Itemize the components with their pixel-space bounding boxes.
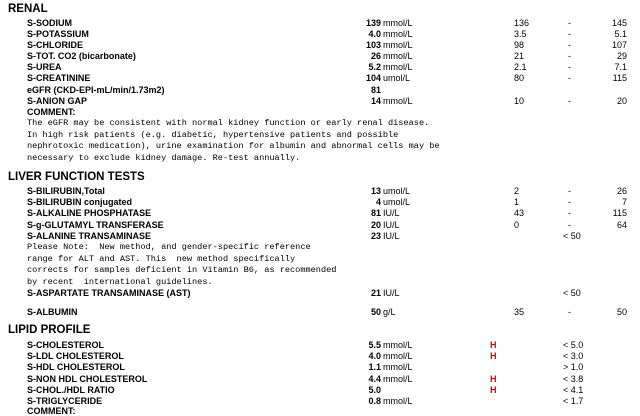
section-title-lipid: LIPID PROFILE <box>8 324 91 336</box>
test-value: 26 <box>370 51 381 61</box>
test-value: 1.1 <box>368 362 381 372</box>
test-name: S-g-GLUTAMYL TRANSFERASE <box>27 220 164 230</box>
range-low: 80 <box>514 73 525 83</box>
note-line: by recent international guidelines. <box>27 276 213 287</box>
test-name: S-SODIUM <box>27 18 72 28</box>
comment-line: nephrotoxic medication), urine examination for albumin and abnormal cells may be <box>27 141 440 151</box>
high-flag: H <box>490 385 497 395</box>
range-limit: < 1.7 <box>563 396 584 406</box>
range-dash: - <box>568 73 571 83</box>
test-value: 20 <box>370 220 381 230</box>
test-unit: mmol/L <box>383 29 413 39</box>
test-value: 0.8 <box>368 396 381 406</box>
test-name: S-LDL CHOLESTEROL <box>27 351 124 361</box>
range-low: 2.1 <box>514 62 527 72</box>
test-value: 13 <box>370 186 381 196</box>
test-name: S-CHOLESTEROL <box>27 340 105 350</box>
high-flag: H <box>490 351 497 361</box>
range-dash: - <box>568 62 571 72</box>
test-value: 104 <box>365 73 381 83</box>
test-name: S-ALANINE TRANSAMINASE <box>27 231 152 241</box>
test-unit: mmol/L <box>383 51 413 61</box>
test-name: S-TOT. CO2 (bicarbonate) <box>27 51 136 61</box>
range-dash: - <box>568 208 571 218</box>
high-flag: H <box>490 374 497 384</box>
test-name: S-ALBUMIN <box>27 307 78 317</box>
range-low: 43 <box>514 208 525 218</box>
test-unit: mmol/L <box>383 340 413 350</box>
test-unit: IU/L <box>383 220 400 230</box>
range-high: 115 <box>612 73 627 83</box>
comment-line: In high risk patients (e.g. diabetic, hypertensive patients and possible <box>27 129 399 140</box>
range-high: 115 <box>612 208 627 218</box>
section-title-liver: LIVER FUNCTION TESTS <box>8 171 145 183</box>
test-name: S-POTASSIUM <box>27 29 89 39</box>
test-value: 21 <box>370 288 381 298</box>
comment-label: COMMENT: <box>27 406 76 416</box>
range-limit: < 3.8 <box>563 374 584 384</box>
range-dash: - <box>568 186 571 196</box>
test-unit: umol/L <box>383 197 411 207</box>
range-limit: > 1.0 <box>563 362 584 372</box>
comment-line: necessary to exclude kidney damage. Re-test annually. <box>27 152 301 163</box>
test-value: 81 <box>370 208 381 218</box>
range-low: 98 <box>514 40 525 50</box>
test-name: S-ASPARTATE TRANSAMINASE (AST) <box>27 288 191 298</box>
test-unit: umol/L <box>383 73 411 83</box>
test-name: S-TRIGLYCERIDE <box>27 396 103 406</box>
range-low: 35 <box>514 307 525 317</box>
range-high: 50 <box>616 307 627 317</box>
test-unit: mmol/L <box>383 62 413 72</box>
range-dash: - <box>568 197 571 207</box>
range-low: 3.5 <box>514 29 527 39</box>
note-line: corrects for samples deficient in Vitamin B6, as recommended <box>27 265 337 275</box>
test-value: 23 <box>370 231 381 241</box>
test-unit: mmol/L <box>383 396 413 406</box>
test-value: 5.5 <box>368 340 381 350</box>
range-dash: - <box>568 307 571 317</box>
range-limit: < 50 <box>563 288 581 298</box>
range-limit: < 4.1 <box>563 385 584 395</box>
range-high: 26 <box>616 186 627 196</box>
test-value: 5.2 <box>368 62 381 72</box>
range-dash: - <box>568 40 571 50</box>
range-limit: < 50 <box>563 231 581 241</box>
range-high: 7.1 <box>614 62 627 72</box>
test-unit: umol/L <box>383 186 411 196</box>
range-low: 10 <box>514 96 525 106</box>
test-unit: g/L <box>383 307 396 317</box>
test-value: 5.0 <box>368 385 381 395</box>
test-name: S-BILIRUBIN conjugated <box>27 197 132 207</box>
test-value: 50 <box>370 307 381 317</box>
test-unit: mmol/L <box>383 96 413 106</box>
section-title-renal: RENAL <box>8 3 48 15</box>
test-unit: IU/L <box>383 288 400 298</box>
test-name: S-CREATININE <box>27 73 91 83</box>
test-unit: mmol/L <box>383 374 413 384</box>
range-low: 21 <box>514 51 525 61</box>
range-low: 0 <box>514 220 520 230</box>
test-value: 14 <box>370 96 381 106</box>
range-high: 20 <box>616 96 627 106</box>
range-high: 5.1 <box>614 29 627 39</box>
range-low: 1 <box>514 197 520 207</box>
test-value: 4.4 <box>368 374 381 384</box>
test-unit: mmol/L <box>383 351 413 361</box>
test-unit: IU/L <box>383 208 400 218</box>
test-name: S-UREA <box>27 62 62 72</box>
range-high: 29 <box>616 51 627 61</box>
range-high: 107 <box>611 40 627 50</box>
range-limit: < 5.0 <box>563 340 584 350</box>
test-name: eGFR (CKD-EPI-mL/min/1.73m2) <box>27 85 165 95</box>
range-dash: - <box>568 29 571 39</box>
range-dash: - <box>568 18 571 28</box>
test-name: S-CHLORIDE <box>27 40 83 50</box>
comment-label: COMMENT: <box>27 107 76 117</box>
test-value: 4.0 <box>368 351 381 361</box>
test-name: S-ALKALINE PHOSPHATASE <box>27 208 152 218</box>
test-name: S-ANION GAP <box>27 96 88 106</box>
test-value: 81 <box>370 85 381 95</box>
comment-line: The eGFR may be consistent with normal kidney function or early renal disease. <box>27 118 430 128</box>
test-value: 139 <box>365 18 381 28</box>
range-limit: < 3.0 <box>563 351 584 361</box>
range-dash: - <box>568 96 571 106</box>
test-value: 103 <box>365 40 381 50</box>
high-flag: H <box>490 340 497 350</box>
range-high: 145 <box>611 18 627 28</box>
range-dash: - <box>568 220 571 230</box>
test-value: 4 <box>375 197 381 207</box>
test-unit: mmol/L <box>383 362 413 372</box>
note-line: Please Note: New method, and gender-specific reference <box>27 242 311 252</box>
range-dash: - <box>568 51 571 61</box>
test-value: 4.0 <box>368 29 381 39</box>
note-line: range for ALT and AST. This new method specifically <box>27 253 296 264</box>
test-name: S-HDL CHOLESTEROL <box>27 362 125 372</box>
test-unit: IU/L <box>383 231 400 241</box>
range-low: 2 <box>514 186 520 196</box>
test-unit: mmol/L <box>383 40 413 50</box>
range-high: 7 <box>621 197 627 207</box>
test-name: S-BILIRUBIN,Total <box>27 186 105 196</box>
test-name: S-CHOL./HDL RATIO <box>27 385 115 395</box>
range-low: 136 <box>514 18 530 28</box>
range-high: 64 <box>616 220 627 230</box>
test-unit: mmol/L <box>383 18 413 28</box>
test-name: S-NON HDL CHOLESTEROL <box>27 374 148 384</box>
